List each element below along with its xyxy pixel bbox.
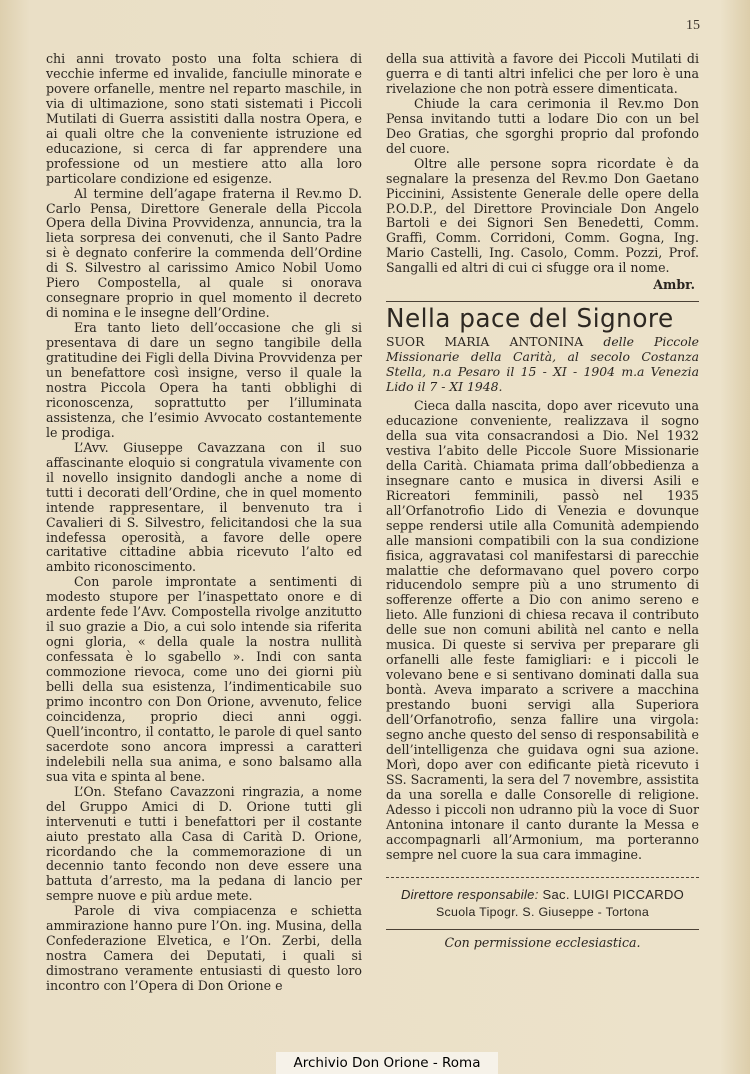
left-column: [46, 52, 362, 994]
paragraph: L’On. Stefano Cavazzoni ringrazia, a nome del Gruppo Amici di D. Orione tutti gli intervenuti e tutti i benefattori per il costante aiuto prestato alla Casa di Carità D. Orione, ricordando che la commemorazione di un decennio tanto fecondo non deve essere una battuta d’arresto, ma la pedana di lancio per sempre nuove e più ardue mete.: [46, 783, 362, 904]
paragraph: Oltre alle persone sopra ricordate è da segnalare la presenza del Rev.mo Don Gaetano Piccinini, Assistente Generale delle opere della P.O.D.P., del Direttore Provinciale Don Angelo Bartoli e dei Signori Sen Benedetti, Comm. Graffi, Comm. Corridoni, Comm. Gogna, Ing. Mario Castelli, Ing. Casolo, Comm. Pozzi, Prof. Sangalli ed altri di cui ci sfugge ora il nome.: [386, 155, 699, 276]
paragraph: Era tanto lieto dell’occasione che gli si presentava di dare un segno tangibile della gratitudine dei Figli della Divina Provvidenza per un benefattore così insigne, verso il quale la nostra Piccola Opera ha tanti obblighi di riconoscenza, soprattutto per l’illuminata assistenza, che l’esimio Avvocato costantemente le prodiga.: [46, 320, 362, 440]
footer-divider: [386, 877, 699, 878]
permission-line: Con permissione ecclesiastica.: [444, 935, 641, 951]
director-name: Sac. LUIGI PICCARDO: [542, 886, 685, 902]
article-signoff: Ambr.: [653, 277, 695, 293]
paragraph: Chiude la cara cerimonia il Rev.mo Don Pensa invitando tutti a lodare Dio con un bel Deo Gratias, che sgorghi proprio dal profondo del cuore.: [386, 95, 699, 156]
section-divider: [386, 301, 699, 302]
paragraph: Con parole improntate a sentimenti di modesto stupore per l’inaspettato onore e di ardente fede l’Avv. Compostella rivolge anzitutto il suo grazie a Dio, a cui solo intende sia riferita ogni gloria, « della quale la nostra nullità confessata è lo sgabello ». Indi con santa commozione rievoca, come uno dei giorni più belli della sua esistenza, l’indimenticabile suo primo incontro con Don Orione, avvenuto, felice coincidenza, proprio dieci anni oggi. Quell’incontro, il contatto, le parole di quel santo sacerdote sono ancora impressi a caratteri indelebili nella sua anima, e sono balsamo alla sua vita e spinta al bene.: [46, 574, 362, 784]
director-line: [386, 888, 699, 903]
obituary-body: Cieca dalla nascita, dopo aver ricevuto una educazione conveniente, realizzava il sogno della sua vita consacrandosi a Dio. Nel 1932 vestiva l’abito delle Piccole Suore Missionarie della Carità. Chiamata prima dall’obbedienza a insegnare canto e musica in diversi Asili e Ricreatori femminili, passò nel 1935 all’Orfanotrofio Lido di Venezia e dovunque seppe rendersi utile alla Comunità adempiendo alle mansioni compatibili con la sua condizione fisica, aggravatasi col manifestarsi di parecchie malattie che deformavano quel povero corpo riducendolo sempre più a uno strumento di sofferenze offerte a Dio con animo sereno e lieto. Alle funzioni di chiesa recava il contributo delle sue non comuni abilità nel canto e nella musica. Di queste si serviva per preparare gli orfanelli alle feste famigliari: e i piccoli le volevano bene e si sentivano dominati dalla sua bontà. Aveva imparato a scrivere a macchina prestando buoni servigi alla Superiora dell’Orfanotrofio, senza fallire una virgola: segno anche questo del senso di responsabilità e dell’intelligenza che guidava ogni sua azione. Morì, dopo aver con edificante pietà ricevuto i SS. Sacramenti, la sera del 7 novembre, assistita da una sorella e dalle Consorelle di religione. Adesso i piccoli non udranno più la voce di Suor Antonina intonare il canto durante la Messa e accompagnarli all’Armonium, ma porteranno sempre nel cuore la sua cara immagine.: [386, 398, 699, 862]
paragraph: L’Avv. Giuseppe Cavazzana con il suo affascinante eloquio si congratula vivamente con il novello insignito dandogli anche a nome di tutti i decorati dell’Ordine, che in quel momento intende rappresentare, il benvenuto tra i Cavalieri di S. Silvestro, felicitandosi che la sua indefessa operosità, a favore delle opere caritative cittadine abbia ricevuto l’alto ed ambito riconoscimento.: [46, 439, 362, 575]
obituary-name: SUOR MARIA ANTONINA: [386, 334, 584, 350]
archive-watermark: Archivio Don Orione - Roma: [276, 1052, 498, 1074]
paragraph: chi anni trovato posto una folta schiera di vecchie inferme ed invalide, fanciulle minorate e povere orfanelle, mentre nel reparto maschile, in via di ultimazione, sono stati sistemati i Piccoli Mutilati di Guerra assistiti dalla nostra Opera, e ai quali oltre che la conveniente istruzione ed educazione, si cerca di far apprendere una professione od un mestiere atto alla loro particolare condizione ed esigenze.: [46, 51, 362, 186]
obituary-subtitle: delle Piccole Missionarie della Carità, al secolo Costanza Stella, n.a Pesaro il 15 - XI - 1904 m.a Venezia Lido il 7 - XI 1948.: [386, 334, 699, 395]
obituary-title: Nella pace del Signore: [386, 304, 674, 335]
footer-bottom-divider: [386, 929, 699, 930]
paragraph: Parole di viva compiacenza e schietta ammirazione hanno pure l’On. ing. Musina, della Confederazione Elvetica, e l’On. Zerbi, della nostra Camera dei Deputati, i quali si dimostrano veramente entusiasti di questo loro incontro con l’Opera di Don Orione e: [46, 903, 362, 994]
paragraph: della sua attività a favore dei Piccoli Mutilati di guerra e di tanti altri infelici che per loro è una rivelazione che non potrà essere dimenticata.: [386, 51, 699, 96]
printer-line: Scuola Tipogr. S. Giuseppe - Tortona: [435, 904, 650, 919]
director-label: Direttore responsabile:: [400, 886, 539, 902]
right-column: [386, 52, 699, 951]
paragraph: Al termine dell’agape fraterna il Rev.mo D. Carlo Pensa, Direttore Generale della Piccola Opera della Divina Provvidenza, annuncia, tra la lieta sorpresa dei convenuti, che il Santo Padre si è degnato conferire la commenda dell’Ordine di S. Silvestro al carissimo Amico Nobil Uomo Piero Compostella, al quale si onorava consegnare proprio in quel momento il decreto di nomina e le insegne dell’Ordine.: [46, 185, 362, 321]
obituary-heading: [386, 335, 699, 395]
page-number: 15: [686, 18, 700, 33]
